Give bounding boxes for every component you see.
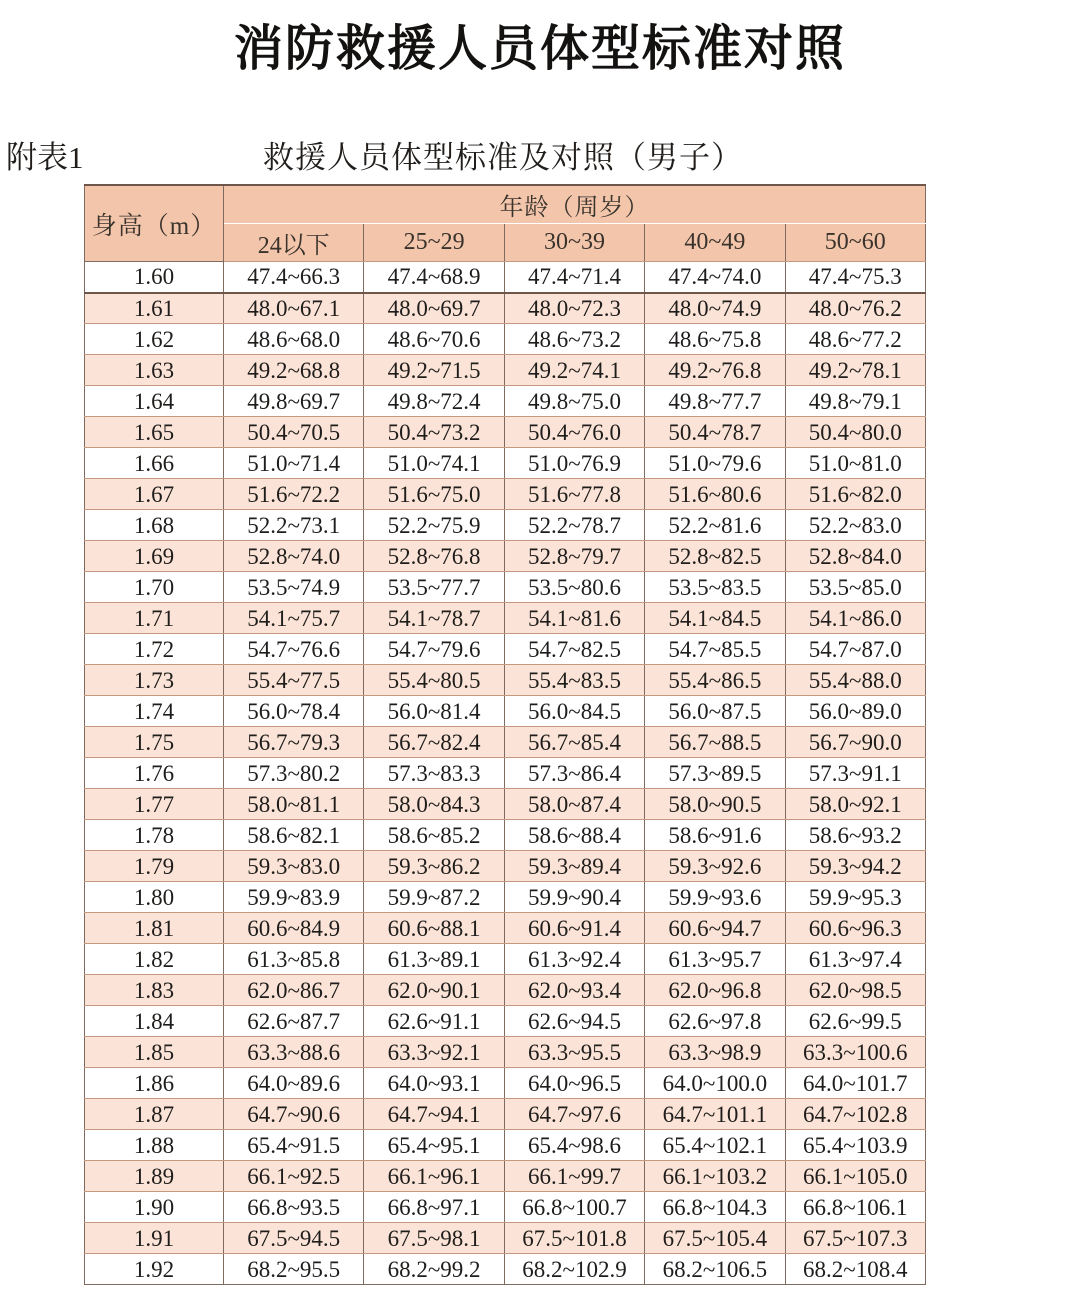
- weight-range-cell: 67.5~105.4: [645, 1223, 785, 1254]
- height-cell: 1.61: [85, 293, 224, 324]
- weight-range-cell: 64.0~93.1: [364, 1068, 504, 1099]
- weight-range-cell: 63.3~95.5: [504, 1037, 644, 1068]
- weight-range-cell: 63.3~88.6: [224, 1037, 364, 1068]
- table-row: [85, 479, 926, 510]
- height-cell: 1.75: [85, 727, 224, 758]
- height-cell: 1.80: [85, 882, 224, 913]
- height-cell: 1.84: [85, 1006, 224, 1037]
- weight-range-cell: 66.8~97.1: [364, 1192, 504, 1223]
- weight-range-cell: 49.8~75.0: [504, 386, 644, 417]
- height-cell: 1.64: [85, 386, 224, 417]
- weight-range-cell: 65.4~103.9: [785, 1130, 925, 1161]
- height-cell: 1.68: [85, 510, 224, 541]
- weight-range-cell: 51.6~75.0: [364, 479, 504, 510]
- weight-range-cell: 60.6~94.7: [645, 913, 785, 944]
- weight-range-cell: 49.2~71.5: [364, 355, 504, 386]
- height-cell: 1.90: [85, 1192, 224, 1223]
- weight-range-cell: 51.0~71.4: [224, 448, 364, 479]
- weight-range-cell: 66.1~99.7: [504, 1161, 644, 1192]
- weight-range-cell: 54.1~81.6: [504, 603, 644, 634]
- weight-range-cell: 50.4~80.0: [785, 417, 925, 448]
- weight-range-cell: 55.4~77.5: [224, 665, 364, 696]
- height-column-header: 身高（m）: [85, 185, 224, 262]
- weight-range-cell: 52.8~82.5: [645, 541, 785, 572]
- weight-range-cell: 67.5~98.1: [364, 1223, 504, 1254]
- weight-range-cell: 66.1~105.0: [785, 1161, 925, 1192]
- weight-range-cell: 64.7~97.6: [504, 1099, 644, 1130]
- weight-range-cell: 56.0~89.0: [785, 696, 925, 727]
- weight-range-cell: 54.1~78.7: [364, 603, 504, 634]
- weight-range-cell: 53.5~74.9: [224, 572, 364, 603]
- height-cell: 1.89: [85, 1161, 224, 1192]
- table-row: [85, 882, 926, 913]
- weight-range-cell: 59.9~83.9: [224, 882, 364, 913]
- weight-range-cell: 47.4~66.3: [224, 262, 364, 293]
- weight-range-cell: 58.6~82.1: [224, 820, 364, 851]
- weight-range-cell: 62.0~93.4: [504, 975, 644, 1006]
- weight-range-cell: 62.6~91.1: [364, 1006, 504, 1037]
- weight-range-cell: 62.0~96.8: [645, 975, 785, 1006]
- table-row: [85, 789, 926, 820]
- weight-range-cell: 48.6~75.8: [645, 324, 785, 355]
- table-row: [85, 572, 926, 603]
- table-row: [85, 820, 926, 851]
- weight-range-cell: 52.8~74.0: [224, 541, 364, 572]
- weight-range-cell: 61.3~97.4: [785, 944, 925, 975]
- weight-range-cell: 53.5~77.7: [364, 572, 504, 603]
- table-row: [85, 355, 926, 386]
- weight-range-cell: 48.6~77.2: [785, 324, 925, 355]
- table-row: [85, 851, 926, 882]
- weight-range-cell: 47.4~75.3: [785, 262, 925, 293]
- weight-range-cell: 66.1~96.1: [364, 1161, 504, 1192]
- weight-range-cell: 56.7~88.5: [645, 727, 785, 758]
- weight-range-cell: 63.3~92.1: [364, 1037, 504, 1068]
- weight-range-cell: 56.0~78.4: [224, 696, 364, 727]
- weight-range-cell: 54.7~82.5: [504, 634, 644, 665]
- weight-range-cell: 59.3~83.0: [224, 851, 364, 882]
- weight-range-cell: 56.0~81.4: [364, 696, 504, 727]
- table-row: [85, 262, 926, 293]
- weight-range-cell: 66.8~93.5: [224, 1192, 364, 1223]
- height-cell: 1.85: [85, 1037, 224, 1068]
- table-row: [85, 1037, 926, 1068]
- age-range-header: 24以下: [224, 224, 364, 262]
- weight-range-cell: 58.6~91.6: [645, 820, 785, 851]
- weight-range-cell: 48.0~69.7: [364, 293, 504, 324]
- weight-range-cell: 60.6~84.9: [224, 913, 364, 944]
- weight-range-cell: 54.7~76.6: [224, 634, 364, 665]
- weight-range-cell: 52.2~83.0: [785, 510, 925, 541]
- appendix-label: 附表1: [6, 140, 84, 175]
- height-cell: 1.78: [85, 820, 224, 851]
- weight-range-cell: 64.0~96.5: [504, 1068, 644, 1099]
- height-cell: 1.66: [85, 448, 224, 479]
- weight-range-cell: 62.6~87.7: [224, 1006, 364, 1037]
- table-row: [85, 510, 926, 541]
- table-header: [85, 185, 926, 262]
- weight-range-cell: 63.3~98.9: [645, 1037, 785, 1068]
- height-cell: 1.72: [85, 634, 224, 665]
- weight-range-cell: 56.0~84.5: [504, 696, 644, 727]
- table-row: [85, 975, 926, 1006]
- weight-range-cell: 57.3~91.1: [785, 758, 925, 789]
- weight-range-cell: 61.3~89.1: [364, 944, 504, 975]
- table-row: [85, 1068, 926, 1099]
- table-row: [85, 417, 926, 448]
- weight-range-cell: 51.0~76.9: [504, 448, 644, 479]
- weight-range-cell: 66.8~106.1: [785, 1192, 925, 1223]
- weight-range-cell: 56.7~79.3: [224, 727, 364, 758]
- weight-range-cell: 48.6~70.6: [364, 324, 504, 355]
- weight-range-cell: 50.4~73.2: [364, 417, 504, 448]
- weight-range-cell: 51.6~82.0: [785, 479, 925, 510]
- height-cell: 1.88: [85, 1130, 224, 1161]
- weight-range-cell: 58.0~92.1: [785, 789, 925, 820]
- table-row: [85, 1099, 926, 1130]
- age-range-header: 25~29: [364, 224, 504, 262]
- height-cell: 1.92: [85, 1254, 224, 1285]
- weight-range-cell: 51.0~81.0: [785, 448, 925, 479]
- weight-range-cell: 51.6~77.8: [504, 479, 644, 510]
- table-row: [85, 541, 926, 572]
- weight-range-cell: 59.3~94.2: [785, 851, 925, 882]
- weight-range-cell: 48.6~73.2: [504, 324, 644, 355]
- table-row: [85, 634, 926, 665]
- table-row: [85, 727, 926, 758]
- weight-range-cell: 58.0~84.3: [364, 789, 504, 820]
- table-caption: 救援人员体型标准及对照（男子）: [263, 140, 743, 175]
- weight-range-cell: 54.1~75.7: [224, 603, 364, 634]
- weight-range-cell: 54.7~87.0: [785, 634, 925, 665]
- weight-range-cell: 66.1~103.2: [645, 1161, 785, 1192]
- weight-range-cell: 48.0~76.2: [785, 293, 925, 324]
- weight-range-cell: 51.6~72.2: [224, 479, 364, 510]
- weight-range-cell: 49.8~72.4: [364, 386, 504, 417]
- weight-range-cell: 59.9~87.2: [364, 882, 504, 913]
- weight-range-cell: 56.7~90.0: [785, 727, 925, 758]
- weight-range-cell: 65.4~98.6: [504, 1130, 644, 1161]
- height-cell: 1.73: [85, 665, 224, 696]
- weight-range-cell: 58.0~87.4: [504, 789, 644, 820]
- table-row: [85, 696, 926, 727]
- weight-range-cell: 52.2~78.7: [504, 510, 644, 541]
- weight-range-cell: 68.2~102.9: [504, 1254, 644, 1285]
- table-row: [85, 1223, 926, 1254]
- table-row: [85, 1130, 926, 1161]
- weight-range-cell: 57.3~83.3: [364, 758, 504, 789]
- weight-range-cell: 64.0~101.7: [785, 1068, 925, 1099]
- weight-range-cell: 61.3~95.7: [645, 944, 785, 975]
- height-cell: 1.86: [85, 1068, 224, 1099]
- height-cell: 1.65: [85, 417, 224, 448]
- weight-range-cell: 53.5~83.5: [645, 572, 785, 603]
- height-cell: 1.77: [85, 789, 224, 820]
- weight-range-cell: 51.0~79.6: [645, 448, 785, 479]
- height-cell: 1.79: [85, 851, 224, 882]
- weight-range-cell: 52.8~84.0: [785, 541, 925, 572]
- height-cell: 1.83: [85, 975, 224, 1006]
- height-cell: 1.87: [85, 1099, 224, 1130]
- weight-range-cell: 52.2~73.1: [224, 510, 364, 541]
- weight-range-cell: 64.7~94.1: [364, 1099, 504, 1130]
- weight-range-cell: 56.7~85.4: [504, 727, 644, 758]
- weight-range-cell: 62.0~90.1: [364, 975, 504, 1006]
- age-range-header: 30~39: [504, 224, 644, 262]
- weight-range-cell: 68.2~106.5: [645, 1254, 785, 1285]
- weight-range-cell: 61.3~85.8: [224, 944, 364, 975]
- table-row: [85, 386, 926, 417]
- height-cell: 1.71: [85, 603, 224, 634]
- weight-range-cell: 54.1~84.5: [645, 603, 785, 634]
- weight-range-cell: 66.1~92.5: [224, 1161, 364, 1192]
- weight-range-cell: 58.6~93.2: [785, 820, 925, 851]
- height-cell: 1.60: [85, 262, 224, 293]
- weight-range-cell: 50.4~78.7: [645, 417, 785, 448]
- weight-range-cell: 59.9~93.6: [645, 882, 785, 913]
- table-row: [85, 603, 926, 634]
- height-cell: 1.63: [85, 355, 224, 386]
- weight-range-cell: 68.2~95.5: [224, 1254, 364, 1285]
- weight-range-cell: 62.6~94.5: [504, 1006, 644, 1037]
- body-standard-table: [84, 184, 926, 1285]
- weight-range-cell: 68.2~99.2: [364, 1254, 504, 1285]
- weight-range-cell: 64.7~101.1: [645, 1099, 785, 1130]
- weight-range-cell: 62.0~86.7: [224, 975, 364, 1006]
- table-row: [85, 758, 926, 789]
- subtitle-row: [0, 130, 1080, 176]
- height-cell: 1.82: [85, 944, 224, 975]
- weight-range-cell: 64.0~100.0: [645, 1068, 785, 1099]
- weight-range-cell: 59.9~95.3: [785, 882, 925, 913]
- weight-range-cell: 64.0~89.6: [224, 1068, 364, 1099]
- weight-range-cell: 67.5~107.3: [785, 1223, 925, 1254]
- table-row: [85, 1254, 926, 1285]
- weight-range-cell: 50.4~76.0: [504, 417, 644, 448]
- weight-range-cell: 49.2~74.1: [504, 355, 644, 386]
- weight-range-cell: 68.2~108.4: [785, 1254, 925, 1285]
- weight-range-cell: 58.0~90.5: [645, 789, 785, 820]
- table-row: [85, 944, 926, 975]
- height-cell: 1.62: [85, 324, 224, 355]
- weight-range-cell: 67.5~94.5: [224, 1223, 364, 1254]
- weight-range-cell: 58.0~81.1: [224, 789, 364, 820]
- table-row: [85, 448, 926, 479]
- weight-range-cell: 54.7~79.6: [364, 634, 504, 665]
- table-body: [85, 262, 926, 1285]
- weight-range-cell: 62.6~99.5: [785, 1006, 925, 1037]
- weight-range-cell: 47.4~71.4: [504, 262, 644, 293]
- weight-range-cell: 49.2~76.8: [645, 355, 785, 386]
- weight-range-cell: 52.2~81.6: [645, 510, 785, 541]
- weight-range-cell: 48.6~68.0: [224, 324, 364, 355]
- weight-range-cell: 49.8~69.7: [224, 386, 364, 417]
- height-cell: 1.91: [85, 1223, 224, 1254]
- weight-range-cell: 66.8~100.7: [504, 1192, 644, 1223]
- weight-range-cell: 65.4~91.5: [224, 1130, 364, 1161]
- weight-range-cell: 57.3~80.2: [224, 758, 364, 789]
- weight-range-cell: 54.7~85.5: [645, 634, 785, 665]
- weight-range-cell: 58.6~85.2: [364, 820, 504, 851]
- weight-range-cell: 60.6~91.4: [504, 913, 644, 944]
- table-row: [85, 1161, 926, 1192]
- height-cell: 1.67: [85, 479, 224, 510]
- weight-range-cell: 60.6~96.3: [785, 913, 925, 944]
- age-range-header: 50~60: [785, 224, 925, 262]
- weight-range-cell: 62.0~98.5: [785, 975, 925, 1006]
- weight-range-cell: 52.8~79.7: [504, 541, 644, 572]
- weight-range-cell: 60.6~88.1: [364, 913, 504, 944]
- weight-range-cell: 52.8~76.8: [364, 541, 504, 572]
- weight-range-cell: 52.2~75.9: [364, 510, 504, 541]
- weight-range-cell: 49.2~68.8: [224, 355, 364, 386]
- weight-range-cell: 56.0~87.5: [645, 696, 785, 727]
- height-cell: 1.74: [85, 696, 224, 727]
- weight-range-cell: 55.4~83.5: [504, 665, 644, 696]
- weight-range-cell: 48.0~67.1: [224, 293, 364, 324]
- table-row: [85, 1006, 926, 1037]
- weight-range-cell: 57.3~86.4: [504, 758, 644, 789]
- height-cell: 1.76: [85, 758, 224, 789]
- weight-range-cell: 49.8~77.7: [645, 386, 785, 417]
- weight-range-cell: 53.5~80.6: [504, 572, 644, 603]
- table-row: [85, 324, 926, 355]
- table-row: [85, 293, 926, 324]
- weight-range-cell: 66.8~104.3: [645, 1192, 785, 1223]
- page-title: 消防救援人员体型标准对照: [233, 21, 846, 76]
- weight-range-cell: 62.6~97.8: [645, 1006, 785, 1037]
- weight-range-cell: 64.7~102.8: [785, 1099, 925, 1130]
- weight-range-cell: 56.7~82.4: [364, 727, 504, 758]
- weight-range-cell: 55.4~88.0: [785, 665, 925, 696]
- weight-range-cell: 59.3~86.2: [364, 851, 504, 882]
- weight-range-cell: 50.4~70.5: [224, 417, 364, 448]
- weight-range-cell: 51.6~80.6: [645, 479, 785, 510]
- weight-range-cell: 58.6~88.4: [504, 820, 644, 851]
- weight-range-cell: 61.3~92.4: [504, 944, 644, 975]
- weight-range-cell: 53.5~85.0: [785, 572, 925, 603]
- table-row: [85, 913, 926, 944]
- height-cell: 1.81: [85, 913, 224, 944]
- weight-range-cell: 59.3~89.4: [504, 851, 644, 882]
- age-group-header-row: [85, 185, 926, 224]
- weight-range-cell: 67.5~101.8: [504, 1223, 644, 1254]
- weight-range-cell: 63.3~100.6: [785, 1037, 925, 1068]
- weight-range-cell: 49.2~78.1: [785, 355, 925, 386]
- weight-range-cell: 48.0~72.3: [504, 293, 644, 324]
- weight-range-cell: 49.8~79.1: [785, 386, 925, 417]
- weight-range-cell: 59.3~92.6: [645, 851, 785, 882]
- weight-range-cell: 65.4~95.1: [364, 1130, 504, 1161]
- weight-range-cell: 55.4~86.5: [645, 665, 785, 696]
- weight-range-cell: 59.9~90.4: [504, 882, 644, 913]
- age-group-header: 年龄（周岁）: [224, 185, 926, 224]
- weight-range-cell: 65.4~102.1: [645, 1130, 785, 1161]
- table-row: [85, 665, 926, 696]
- table-row: [85, 1192, 926, 1223]
- weight-range-cell: 57.3~89.5: [645, 758, 785, 789]
- age-range-header: 40~49: [645, 224, 785, 262]
- weight-range-cell: 47.4~68.9: [364, 262, 504, 293]
- weight-range-cell: 64.7~90.6: [224, 1099, 364, 1130]
- weight-range-cell: 55.4~80.5: [364, 665, 504, 696]
- weight-range-cell: 48.0~74.9: [645, 293, 785, 324]
- height-cell: 1.69: [85, 541, 224, 572]
- weight-range-cell: 47.4~74.0: [645, 262, 785, 293]
- height-cell: 1.70: [85, 572, 224, 603]
- weight-range-cell: 54.1~86.0: [785, 603, 925, 634]
- weight-range-cell: 51.0~74.1: [364, 448, 504, 479]
